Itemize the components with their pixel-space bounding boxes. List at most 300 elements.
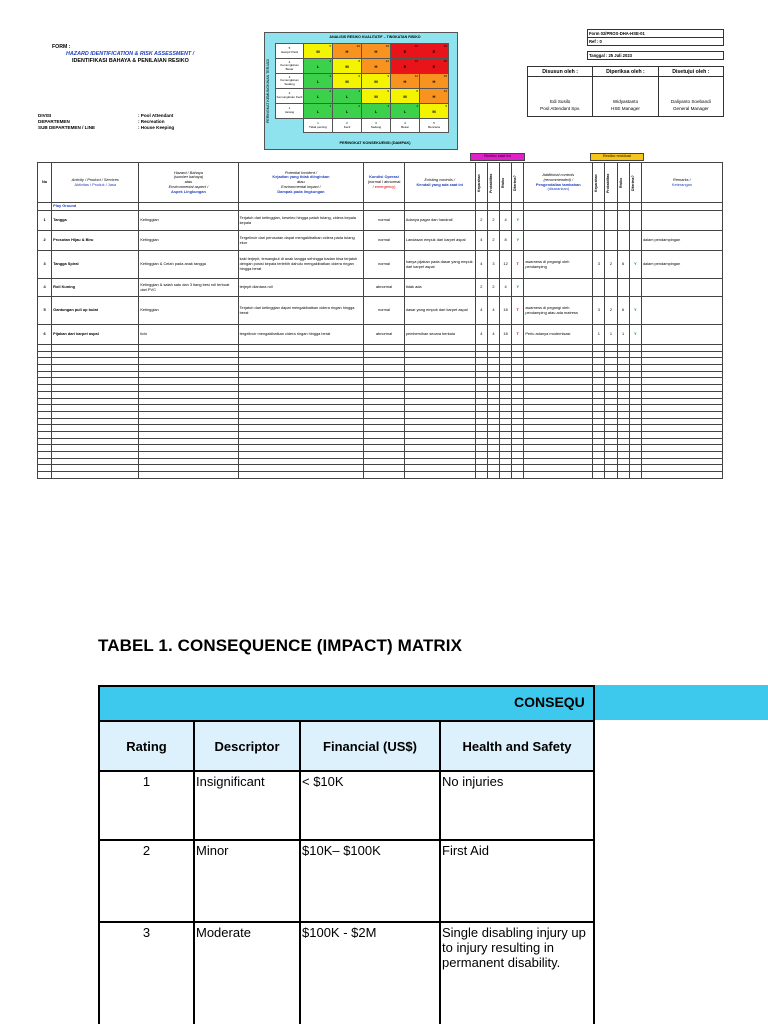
empty-cell — [524, 425, 593, 432]
probabilitas-residual-cell — [605, 279, 617, 297]
empty-cell — [617, 418, 629, 425]
signature-header: Diperiksa oleh : — [593, 67, 658, 77]
empty-cell — [593, 425, 605, 432]
table-row — [38, 211, 723, 231]
empty-cell — [487, 405, 499, 412]
empty-cell — [139, 425, 238, 432]
empty-cell — [52, 438, 139, 445]
empty-cell — [617, 391, 629, 398]
risk-matrix-cell — [391, 59, 420, 74]
empty-cell — [475, 418, 487, 425]
empty-cell — [524, 438, 593, 445]
existing-controls-cell: hanya pijakan pada dasar yang empuk dari karpet aspal — [404, 251, 475, 279]
section-row — [38, 203, 723, 211]
keparahan-cell: 2 — [475, 211, 487, 231]
risk-score: 2 — [329, 89, 331, 93]
risk-matrix-cell — [391, 74, 420, 89]
consequence-row — [99, 840, 594, 922]
empty-cell — [593, 391, 605, 398]
rating-cell: 2 — [99, 840, 194, 922]
incident-cell: Terjatuh dari ketinggian, keseleo hingga patah tulang, cidera kepala kepala — [238, 211, 364, 231]
empty-cell — [593, 351, 605, 358]
empty-cell — [500, 345, 512, 352]
empty-cell — [38, 345, 52, 352]
empty-cell — [605, 405, 617, 412]
probabilitas-cell: 4 — [487, 297, 499, 325]
probabilitas-residual-cell: 2 — [605, 297, 617, 325]
empty-cell — [139, 438, 238, 445]
existing-header-en: Existing controls / — [424, 176, 455, 182]
empty-cell — [629, 445, 641, 452]
empty-cell — [238, 398, 364, 405]
risk-score: 8 — [416, 89, 418, 93]
risk-matrix-cell — [362, 59, 391, 74]
empty-cell — [500, 411, 512, 418]
empty-cell — [629, 398, 641, 405]
empty-cell — [500, 351, 512, 358]
empty-cell — [238, 465, 364, 472]
empty-cell — [593, 345, 605, 352]
departemen-value: : Recreation — [138, 119, 165, 125]
risk-matrix-cell — [420, 44, 449, 59]
empty-cell — [404, 458, 475, 465]
empty-cell — [52, 371, 139, 378]
empty-cell — [524, 472, 593, 479]
empty-cell — [38, 425, 52, 432]
empty-cell — [404, 445, 475, 452]
risk-matrix-cell — [420, 89, 449, 104]
descriptor-cell: Moderate — [194, 922, 300, 1024]
keparahan-residual-cell: 3 — [593, 251, 605, 279]
empty-cell — [38, 411, 52, 418]
division-info — [38, 113, 174, 132]
empty-cell — [605, 391, 617, 398]
empty-cell — [238, 431, 364, 438]
empty-cell — [512, 405, 524, 412]
risk-level: E — [432, 63, 436, 69]
empty-cell — [593, 465, 605, 472]
hazard-cell: Ketinggian — [139, 211, 238, 231]
risk-matrix-cell — [391, 104, 420, 119]
remarks-header-id: Keterangan — [671, 181, 692, 187]
empty-cell — [139, 431, 238, 438]
empty-row — [38, 431, 723, 438]
kondisi-cell: abnormal — [364, 279, 405, 297]
empty-cell — [605, 472, 617, 479]
empty-cell — [52, 385, 139, 392]
financial-cell: < $10K — [300, 771, 440, 840]
table-row — [38, 231, 723, 251]
empty-cell — [629, 345, 641, 352]
risk-score: 1 — [329, 104, 331, 108]
empty-cell — [487, 458, 499, 465]
empty-row — [38, 438, 723, 445]
consequence-table-title: TABEL 1. CONSEQUENCE (IMPACT) MATRIX — [98, 636, 463, 655]
empty-cell — [593, 438, 605, 445]
empty-cell — [617, 411, 629, 418]
risiko-cell: 4 — [500, 279, 512, 297]
activity-cell: Tangga — [52, 211, 139, 231]
consequence-label-row — [276, 119, 449, 133]
additional-header-sub: (recommended) / — [543, 176, 574, 182]
empty-cell — [364, 418, 405, 425]
empty-cell — [593, 378, 605, 385]
kondisi-header-sub: (normal / abnormal — [367, 179, 401, 185]
descriptor-cell: Minor — [194, 840, 300, 922]
empty-cell — [512, 385, 524, 392]
empty-cell — [238, 391, 364, 398]
empty-cell — [52, 345, 139, 352]
remarks-cell: dalam pendampingan — [641, 251, 722, 279]
empty-cell — [512, 465, 524, 472]
empty-cell — [641, 398, 722, 405]
empty-cell — [617, 438, 629, 445]
diterima-cell: Y — [512, 231, 524, 251]
risk-matrix-cell — [333, 104, 362, 119]
empty-cell — [52, 472, 139, 479]
empty-cell — [404, 411, 475, 418]
col-keparahan — [475, 163, 487, 203]
diterima-residual-cell — [629, 231, 641, 251]
empty-cell — [139, 411, 238, 418]
empty-cell — [605, 345, 617, 352]
existing-header-id: Kendali yang ada saat ini — [416, 181, 463, 187]
empty-cell — [593, 445, 605, 452]
empty-cell — [593, 365, 605, 372]
empty-cell — [364, 405, 405, 412]
empty-cell — [404, 345, 475, 352]
row-number: 6 — [38, 325, 52, 345]
empty-cell — [524, 371, 593, 378]
incident-cell: kaki terjepit, tersangkut di anak tangga sehingga badan bisa terjatuh dengan posisi kepala terlebih dahulu mengakibatkan cidera ringan hingga berat — [238, 251, 364, 279]
empty-cell — [605, 398, 617, 405]
risiko-cell: 4 — [500, 211, 512, 231]
empty-cell — [404, 472, 475, 479]
empty-cell — [629, 438, 641, 445]
empty-cell — [512, 418, 524, 425]
signature-box — [658, 77, 723, 117]
risk-level: M — [374, 93, 378, 99]
diterima-cell: Y — [512, 211, 524, 231]
empty-cell — [475, 452, 487, 459]
form-ref: Ref : 0 — [588, 38, 724, 46]
incident-cell: terjepit diantara roll — [238, 279, 364, 297]
empty-cell — [641, 405, 722, 412]
empty-cell — [38, 438, 52, 445]
empty-cell — [629, 385, 641, 392]
empty-cell — [364, 385, 405, 392]
empty-cell — [641, 391, 722, 398]
risk-matrix-cell — [333, 59, 362, 74]
empty-cell — [512, 411, 524, 418]
empty-row — [38, 418, 723, 425]
empty-cell — [364, 398, 405, 405]
risk-level: H — [374, 63, 378, 69]
empty-cell — [364, 425, 405, 432]
keparahan-residual-cell — [593, 211, 605, 231]
risiko-residual-cell — [617, 279, 629, 297]
empty-cell — [364, 458, 405, 465]
activity-cell: Gantungan pull up bulat — [52, 297, 139, 325]
incident-header-en: Potential Incident / — [284, 169, 317, 175]
risk-score: 16 — [414, 59, 418, 63]
empty-cell — [605, 438, 617, 445]
empty-cell — [524, 351, 593, 358]
empty-cell — [364, 371, 405, 378]
empty-cell — [629, 391, 641, 398]
risk-level: H — [432, 93, 436, 99]
risk-matrix-cell — [304, 89, 333, 104]
risk-level: M — [345, 78, 349, 84]
empty-cell — [52, 358, 139, 365]
empty-cell — [524, 452, 593, 459]
risk-score: 15 — [385, 44, 389, 48]
empty-cell — [364, 472, 405, 479]
empty-cell — [404, 418, 475, 425]
risk-matrix-cell — [362, 74, 391, 89]
empty-cell — [139, 365, 238, 372]
diterima-cell: T — [512, 297, 524, 325]
risk-level: E — [403, 48, 407, 54]
empty-cell — [139, 385, 238, 392]
keparahan-residual-cell: 3 — [593, 297, 605, 325]
signature-header: Disusun oleh : — [528, 67, 593, 77]
risk-matrix-bottom-label: PERINGKAT KONSEKUENSI (DAMPAK) — [339, 141, 411, 145]
empty-row — [38, 411, 723, 418]
hazard-header-en: Hazard / Bahaya — [173, 169, 203, 175]
empty-cell — [500, 405, 512, 412]
risk-score: 20 — [443, 59, 447, 63]
empty-cell — [524, 391, 593, 398]
empty-cell — [475, 351, 487, 358]
empty-cell — [629, 458, 641, 465]
risk-matrix-row — [276, 74, 449, 89]
empty-cell — [364, 411, 405, 418]
departemen-label: DEPARTEMEN — [38, 119, 70, 125]
diterima-residual-cell: Y — [629, 297, 641, 325]
empty-cell — [524, 418, 593, 425]
empty-cell — [524, 445, 593, 452]
empty-cell — [512, 445, 524, 452]
risk-level: L — [345, 93, 349, 99]
table-row — [38, 325, 723, 345]
incident-cell: Terjatuh dari ketinggian dapat mengakibatkan cidera ringan hingga berat — [238, 297, 364, 325]
empty-cell — [38, 365, 52, 372]
empty-cell — [487, 351, 499, 358]
kondisi-cell: normal — [364, 211, 405, 231]
form-title-block — [52, 44, 267, 65]
risk-matrix-cell — [391, 44, 420, 59]
risk-level: H — [345, 48, 349, 54]
empty-cell — [605, 465, 617, 472]
risk-level: L — [403, 108, 407, 114]
empty-cell — [475, 411, 487, 418]
empty-cell — [524, 345, 593, 352]
hazard-register-table — [37, 162, 723, 479]
empty-cell — [605, 371, 617, 378]
keparahan-residual-cell: 1 — [593, 325, 605, 345]
risk-score: 5 — [445, 104, 447, 108]
empty-cell — [404, 398, 475, 405]
risk-level: M — [432, 108, 436, 114]
risk-score: 9 — [387, 74, 389, 78]
health-safety-cell: First Aid — [440, 840, 594, 922]
empty-cell — [487, 452, 499, 459]
empty-cell — [512, 371, 524, 378]
env-aspect-header: Environmental aspect / — [168, 183, 209, 189]
probabilitas-cell: 2 — [487, 279, 499, 297]
section-label: Play Ground — [52, 203, 139, 211]
descriptor-cell: Insignificant — [194, 771, 300, 840]
empty-cell — [605, 425, 617, 432]
register-header-row — [38, 163, 723, 203]
empty-cell — [500, 418, 512, 425]
empty-row — [38, 385, 723, 392]
empty-cell — [524, 465, 593, 472]
empty-cell — [52, 365, 139, 372]
empty-cell — [475, 472, 487, 479]
probabilitas-header: Probabilitas — [488, 172, 493, 193]
empty-cell — [593, 418, 605, 425]
remarks-header-en: Remarks / — [673, 176, 691, 182]
probabilitas-residual-header: Probabilitas — [606, 172, 611, 193]
kondisi-cell: normal — [364, 231, 405, 251]
empty-cell — [629, 431, 641, 438]
signature-table — [527, 66, 724, 117]
activity-cell: Tangga Spiral — [52, 251, 139, 279]
activity-cell: Prosotan Hijau & Biru — [52, 231, 139, 251]
hazard-cell: Ketinggian & salah satu dan 3 tiang besi roll terbuat dari PVC — [139, 279, 238, 297]
risk-matrix-cell — [362, 89, 391, 104]
empty-cell — [475, 431, 487, 438]
keparahan-cell: 4 — [475, 251, 487, 279]
empty-cell — [629, 425, 641, 432]
empty-cell — [605, 431, 617, 438]
risk-matrix — [264, 32, 458, 150]
empty-cell — [500, 371, 512, 378]
keparahan-cell: 2 — [475, 279, 487, 297]
empty-cell — [238, 418, 364, 425]
empty-cell — [52, 465, 139, 472]
existing-controls-cell: dasar yang empuk dari karpet aspal — [404, 297, 475, 325]
empty-cell — [593, 358, 605, 365]
risiko-residual-cell: 6 — [617, 251, 629, 279]
risk-level: H — [374, 48, 378, 54]
empty-cell — [629, 365, 641, 372]
risk-level: M — [374, 78, 378, 84]
empty-cell — [404, 452, 475, 459]
table-row — [38, 297, 723, 325]
empty-cell — [500, 385, 512, 392]
risk-level: E — [403, 63, 407, 69]
risk-score: 20 — [414, 44, 418, 48]
empty-cell — [475, 345, 487, 352]
empty-cell — [487, 445, 499, 452]
probabilitas-cell: 2 — [487, 211, 499, 231]
existing-controls-cell: tidak ada — [404, 279, 475, 297]
risk-score: 6 — [358, 74, 360, 78]
empty-cell — [475, 425, 487, 432]
empty-cell — [475, 438, 487, 445]
empty-cell — [500, 391, 512, 398]
row-number: 1 — [38, 211, 52, 231]
keparahan-residual-cell — [593, 279, 605, 297]
empty-cell — [52, 378, 139, 385]
risiko-cell: 16 — [500, 325, 512, 345]
consequence-band-label: CONSEQU — [514, 694, 585, 710]
risk-score: 4 — [358, 89, 360, 93]
empty-cell — [500, 472, 512, 479]
col-risiko — [500, 163, 512, 203]
empty-cell — [593, 405, 605, 412]
hazard-cell: Ketinggian & Celah pada anak tangga — [139, 251, 238, 279]
remarks-cell — [641, 325, 722, 345]
empty-cell — [641, 452, 722, 459]
empty-cell — [617, 365, 629, 372]
empty-cell — [38, 431, 52, 438]
probabilitas-residual-cell — [605, 211, 617, 231]
empty-cell — [139, 405, 238, 412]
probabilitas-residual-cell: 2 — [605, 251, 617, 279]
empty-cell — [475, 391, 487, 398]
risk-score: 8 — [358, 59, 360, 63]
empty-cell — [500, 425, 512, 432]
additional-controls-cell: awarness di pegangi oleh pendamping — [524, 251, 593, 279]
form-title-en: HAZARD IDENTIFICATION & RISK ASSESSMENT / — [66, 51, 195, 57]
empty-row — [38, 458, 723, 465]
health-safety-header: Health and Safety — [440, 721, 594, 771]
empty-cell — [38, 351, 52, 358]
risk-score: 4 — [416, 104, 418, 108]
signatory-role: HSE Manager — [611, 106, 640, 111]
empty-cell — [629, 378, 641, 385]
incident-cell: tergelincir mengakibatkan cidera ringan hingga berat — [238, 325, 364, 345]
empty-cell — [139, 378, 238, 385]
empty-cell — [605, 458, 617, 465]
risiko-residual-cell: 6 — [617, 297, 629, 325]
signatory-name: Edi Susilo — [549, 99, 571, 104]
col-diterima — [512, 163, 524, 203]
empty-cell — [641, 438, 722, 445]
risk-score: 10 — [356, 44, 360, 48]
empty-cell — [38, 405, 52, 412]
empty-cell — [524, 378, 593, 385]
empty-cell — [404, 385, 475, 392]
empty-cell — [524, 411, 593, 418]
empty-cell — [487, 398, 499, 405]
empty-cell — [238, 405, 364, 412]
empty-cell — [364, 345, 405, 352]
empty-cell — [500, 398, 512, 405]
empty-cell — [641, 411, 722, 418]
risk-matrix-cell — [362, 44, 391, 59]
empty-row — [38, 358, 723, 365]
empty-cell — [617, 452, 629, 459]
empty-cell — [38, 458, 52, 465]
empty-row — [38, 371, 723, 378]
risk-matrix-cell — [420, 104, 449, 119]
empty-cell — [364, 351, 405, 358]
risk-level: L — [374, 108, 378, 114]
risk-matrix-cell — [304, 59, 333, 74]
risk-matrix-vertical-label: PERINGKAT KEMUNGKINAN TERJADI — [266, 58, 270, 124]
form-info-table — [587, 29, 724, 60]
empty-row — [38, 472, 723, 479]
existing-controls-cell: Landasan empuk dari karpet aspal — [404, 231, 475, 251]
risiko-cell: 12 — [500, 251, 512, 279]
empty-cell — [629, 472, 641, 479]
empty-cell — [404, 431, 475, 438]
